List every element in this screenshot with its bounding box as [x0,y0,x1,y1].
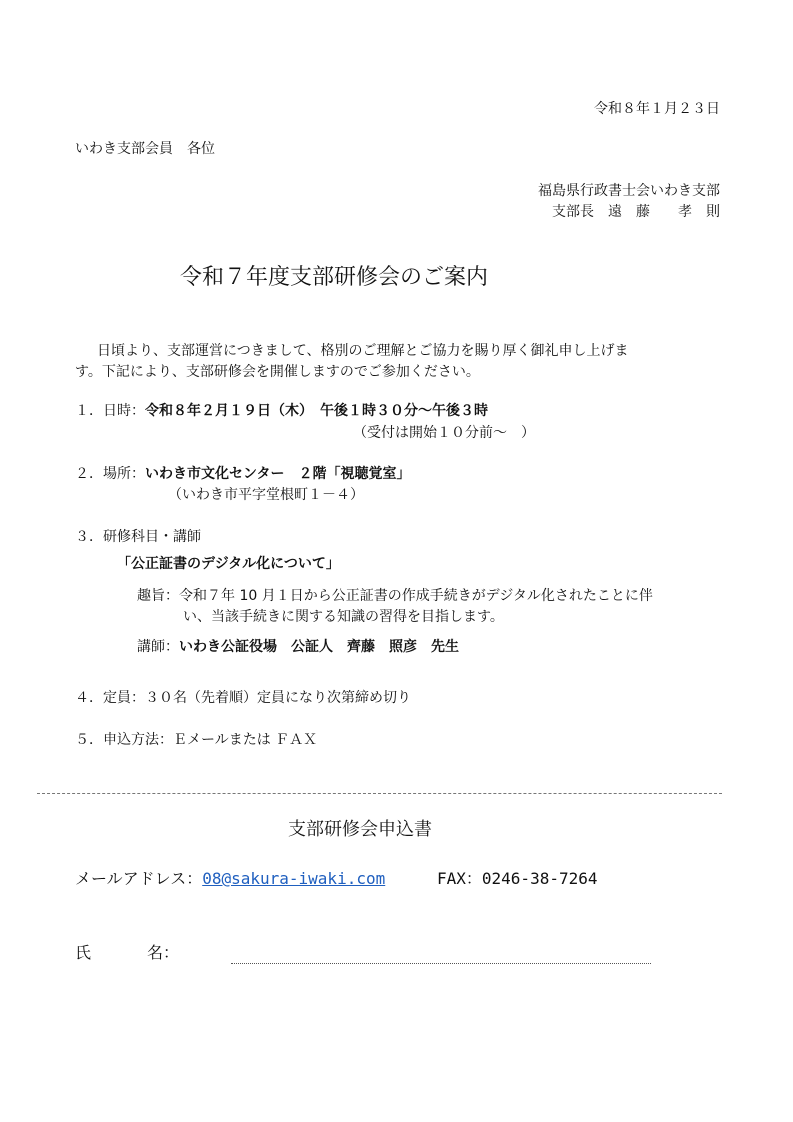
form-contact-row [75,868,385,890]
item-method: ５．申込方法：Ｅメールまたは ＦＡＸ [75,732,318,748]
item-datetime [75,402,488,420]
item-subject-label: ３．研修科目・講師 [75,529,201,545]
item-place-value: いわき市文化センター ２階「視聴覚室」 [145,466,411,482]
intro-line-1: 日頃より、支部運営につきまして、格別のご理解とご協力を賜り厚く御礼申し上げま [97,343,629,359]
item-datetime-label: １．日時： [75,403,145,419]
item-place-label: ２．場所： [75,466,145,482]
lecturer-value: いわき公証役場 公証人 齊藤 照彦 先生 [179,639,459,655]
fax-number: FAX：0246-38-7264 [437,869,598,888]
item-capacity: ４．定員：３０名（先着順）定員になり次第締め切り [75,690,411,706]
item-place [75,465,410,483]
item-datetime-value: 令和８年２月１９日（木） 午後１時３０分～午後３時 [145,403,488,419]
item-lecturer [137,638,459,656]
item-subject-aim [137,587,653,605]
name-label-part-2: 名： [147,943,180,962]
form-title: 支部研修会申込書 [288,819,432,840]
sender-organization: 福島県行政書士会いわき支部 [538,183,720,199]
item-place-address: （いわき市平字堂根町１－４） [168,487,364,503]
name-label-part-1: 氏 [75,943,92,962]
name-entry-line[interactable] [231,963,651,964]
page-title: 令和７年度支部研修会のご案内 [180,265,489,290]
email-link[interactable]: 08@sakura-iwaki.com [202,869,386,888]
document-date: 令和８年１月２３日 [594,101,720,117]
intro-line-2: す。下記により、支部研修会を開催しますのでご参加ください。 [75,364,480,380]
item-datetime-note: （受付は開始１０分前～ ） [353,425,535,441]
sender-person: 支部長 遠 藤 孝 則 [552,204,720,220]
lecturer-label: 講師： [137,639,179,655]
aim-line-1: 令和７年 10 月１日から公正証書の作成手続きがデジタル化されたことに伴 [179,588,653,604]
email-label: メールアドレス： [75,869,203,888]
addressee: いわき支部会員 各位 [75,141,215,157]
aim-line-2: い、当該手続きに関する知識の習得を目指します。 [183,609,504,625]
aim-label: 趣旨： [137,588,179,604]
item-subject-topic: 「公正証書のデジタル化について」 [117,556,340,572]
cut-line [37,793,722,794]
